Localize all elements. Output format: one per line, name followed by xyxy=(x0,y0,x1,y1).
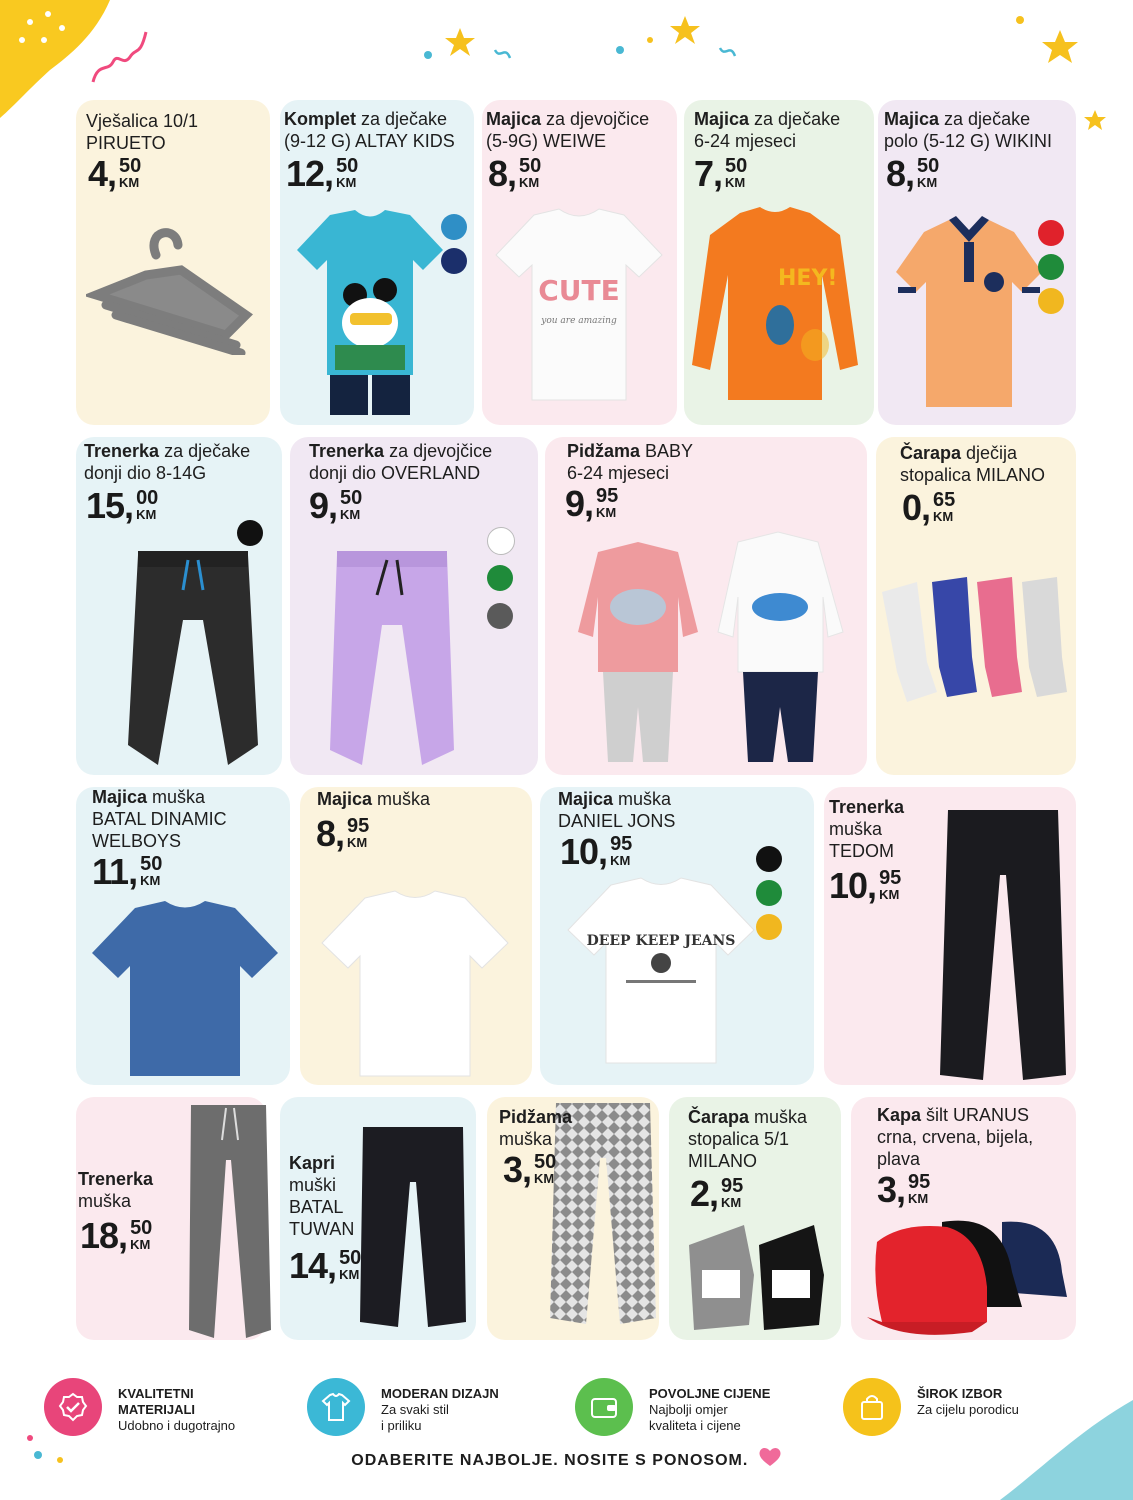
currency-label: KM xyxy=(908,1191,929,1206)
product-name-bold: Pidžama xyxy=(499,1107,573,1127)
product-name-rest: Vješalica 10/1 xyxy=(86,111,199,131)
price-tag: 15 , 00 KM xyxy=(86,485,159,526)
feature-item xyxy=(843,1378,1019,1436)
currency-label: KM xyxy=(596,505,617,520)
feature-description: Za svaki stil xyxy=(381,1402,449,1417)
price-tag: 3 , 50 KM xyxy=(503,1149,557,1190)
price-cents: 50 xyxy=(917,155,940,177)
product-title-line: donji dio 8-14G xyxy=(84,463,207,483)
shopping-bag-icon xyxy=(843,1378,901,1436)
product-name-bold: Majica xyxy=(558,789,614,809)
wallet-icon xyxy=(575,1378,633,1436)
price-tag: 7 , 50 KM xyxy=(694,153,748,194)
currency-label: KM xyxy=(119,175,140,190)
product-name-bold: Majica xyxy=(884,109,940,129)
svg-text:HEY!: HEY! xyxy=(778,266,838,291)
product-title-line: 6-24 mjeseci xyxy=(567,463,670,483)
color-swatch[interactable] xyxy=(756,914,782,940)
price-integer: 10 xyxy=(560,831,599,872)
price-integer: 9 xyxy=(565,483,585,524)
currency-label: KM xyxy=(519,175,540,190)
currency-label: KM xyxy=(336,175,357,190)
color-swatch[interactable] xyxy=(487,603,513,629)
price-cents: 50 xyxy=(130,1217,153,1239)
product-title xyxy=(829,796,904,862)
product-title-line: polo (5-12 G) WIKINI xyxy=(884,131,1053,151)
product-name-rest: muška xyxy=(613,789,672,809)
price-cents: 50 xyxy=(519,155,542,177)
feature-title: ŠIROK IZBOR xyxy=(917,1386,1003,1401)
product-title-line: BATAL xyxy=(289,1197,344,1217)
price-cents: 50 xyxy=(119,155,142,177)
price-tag: 14 , 50 KM xyxy=(289,1245,362,1286)
product-title-line: BATAL DINAMIC xyxy=(92,809,227,829)
price-tag: 10 , 95 KM xyxy=(829,865,902,906)
price-integer: 8 xyxy=(886,153,906,194)
color-swatch[interactable] xyxy=(441,214,467,240)
product-title xyxy=(317,788,430,810)
feature-title: MATERIJALI xyxy=(118,1402,196,1417)
product-name-bold: Trenerka xyxy=(309,441,385,461)
feature-item xyxy=(575,1378,770,1436)
price-integer: 8 xyxy=(316,813,336,854)
currency-label: KM xyxy=(610,853,631,868)
price-tag: 3 , 95 KM xyxy=(877,1169,931,1210)
product-title-line: plava xyxy=(877,1149,921,1169)
product-title-line: donji dio OVERLAND xyxy=(309,463,481,483)
price-integer: 18 xyxy=(80,1215,119,1256)
product-name-bold: Majica xyxy=(92,787,148,807)
price-cents: 95 xyxy=(347,815,370,837)
currency-label: KM xyxy=(130,1237,151,1252)
currency-label: KM xyxy=(933,509,954,524)
product-name-rest: za dječake xyxy=(749,109,841,129)
product-name-rest: muška xyxy=(147,787,206,807)
product-name-bold: Kapri xyxy=(289,1153,336,1173)
price-cents: 65 xyxy=(933,489,956,511)
color-swatch[interactable] xyxy=(487,527,515,555)
product-name-rest: dječija xyxy=(961,443,1018,463)
product-image xyxy=(118,545,268,780)
product-name-bold: Majica xyxy=(694,109,750,129)
svg-text:CUTE: CUTE xyxy=(538,274,620,307)
feature-item xyxy=(307,1378,499,1436)
product-title xyxy=(92,786,227,852)
product-image xyxy=(690,205,860,410)
price-cents: 95 xyxy=(908,1171,931,1193)
feature-title: KVALITETNI xyxy=(118,1386,194,1401)
price-cents: 50 xyxy=(725,155,748,177)
color-swatch[interactable] xyxy=(1038,288,1064,314)
currency-label: KM xyxy=(347,835,368,850)
product-image xyxy=(358,1122,468,1337)
slogan: ODABERITE NAJBOLJE. NOSITE S PONOSOM. xyxy=(0,1447,1133,1470)
product-title-line: muška xyxy=(499,1129,553,1149)
product-title xyxy=(558,788,675,832)
price-integer: 3 xyxy=(877,1169,897,1210)
product-name-bold: Trenerka xyxy=(78,1169,154,1189)
product-title xyxy=(78,1168,153,1212)
product-name-bold: Pidžama xyxy=(567,441,641,461)
product-title-line: (5-9G) WEIWE xyxy=(486,131,606,151)
product-name-bold: Trenerka xyxy=(829,797,905,817)
price-tag: 0 , 65 KM xyxy=(902,487,956,528)
price-tag: 4 , 50 KM xyxy=(88,153,142,194)
product-image xyxy=(494,205,664,410)
product-title xyxy=(84,440,250,484)
product-title xyxy=(499,1106,572,1150)
product-image xyxy=(862,1212,1072,1347)
product-title xyxy=(688,1106,807,1172)
product-name-rest: za dječake xyxy=(939,109,1031,129)
product-name-rest: za djevojčice xyxy=(541,109,650,129)
feature-title: MODERAN DIZAJN xyxy=(381,1386,499,1401)
product-title xyxy=(309,440,492,484)
svg-text:DEEP KEEP JEANS: DEEP KEEP JEANS xyxy=(586,933,736,949)
currency-label: KM xyxy=(140,873,161,888)
product-name-rest: za djevojčice xyxy=(384,441,493,461)
price-cents: 95 xyxy=(596,485,619,507)
color-swatch[interactable] xyxy=(237,520,263,546)
color-swatch[interactable] xyxy=(441,248,467,274)
price-integer: 3 xyxy=(503,1149,523,1190)
heart-icon xyxy=(758,1447,782,1467)
price-tag: 11 , 50 KM xyxy=(92,851,163,892)
product-title-line: TUWAN xyxy=(289,1219,355,1239)
product-title-line: PIRUETO xyxy=(86,133,166,153)
price-integer: 7 xyxy=(694,153,714,194)
price-tag: 18 , 50 KM xyxy=(80,1215,153,1256)
currency-label: KM xyxy=(917,175,938,190)
price-integer: 9 xyxy=(309,485,329,526)
currency-label: KM xyxy=(725,175,746,190)
price-cents: 95 xyxy=(610,833,633,855)
squiggle-pink xyxy=(88,22,158,92)
price-integer: 11 xyxy=(92,851,129,892)
price-cents: 00 xyxy=(136,487,159,509)
product-name-bold: Komplet xyxy=(284,109,356,129)
product-name-rest: muška xyxy=(372,789,431,809)
feature-description: kvaliteta i cijene xyxy=(649,1418,741,1433)
product-image xyxy=(566,875,756,1070)
price-tag: 10 , 95 KM xyxy=(560,831,633,872)
product-name-rest: za dječake xyxy=(356,109,448,129)
currency-label: KM xyxy=(339,1267,360,1282)
feature-description: Udobno i dugotrajno xyxy=(118,1418,236,1433)
color-swatch[interactable] xyxy=(1038,254,1064,280)
product-name-rest: šilt URANUS xyxy=(921,1105,1030,1125)
feature-description: Za cijelu porodicu xyxy=(917,1402,1019,1417)
price-integer: 2 xyxy=(690,1173,710,1214)
price-tag: 8 , 95 KM xyxy=(316,813,370,854)
price-integer: 4 xyxy=(88,153,108,194)
product-title-line: stopalica MILANO xyxy=(900,465,1046,485)
product-name-bold: Čarapa xyxy=(900,443,962,463)
price-integer: 14 xyxy=(289,1245,328,1286)
product-name-bold: Majica xyxy=(486,109,542,129)
product-image xyxy=(186,1100,276,1345)
price-tag: 8 , 50 KM xyxy=(886,153,940,194)
product-title xyxy=(86,110,198,154)
product-title xyxy=(486,108,649,152)
product-image xyxy=(877,572,1077,717)
product-image xyxy=(568,522,858,777)
currency-label: KM xyxy=(721,1195,742,1210)
price-tag: 2 , 95 KM xyxy=(690,1173,744,1214)
product-title-line: stopalica 5/1 xyxy=(688,1129,790,1149)
product-title-line: muška xyxy=(78,1191,132,1211)
currency-label: KM xyxy=(340,507,361,522)
price-tag: 12 , 50 KM xyxy=(286,153,359,194)
price-cents: 50 xyxy=(336,155,359,177)
price-tag: 9 , 95 KM xyxy=(565,483,619,524)
badge-check-icon xyxy=(44,1378,102,1436)
price-integer: 15 xyxy=(86,485,125,526)
product-image xyxy=(320,888,510,1083)
product-title xyxy=(284,108,455,152)
price-cents: 50 xyxy=(339,1247,362,1269)
product-name-rest: muška xyxy=(749,1107,808,1127)
price-cents: 95 xyxy=(721,1175,744,1197)
feature-title: POVOLJNE CIJENE xyxy=(649,1386,771,1401)
price-integer: 12 xyxy=(286,153,325,194)
product-name-bold: Kapa xyxy=(877,1105,922,1125)
price-integer: 0 xyxy=(902,487,922,528)
price-integer: 8 xyxy=(488,153,508,194)
product-title xyxy=(900,442,1045,486)
color-swatch[interactable] xyxy=(487,565,513,591)
currency-label: KM xyxy=(136,507,157,522)
product-image xyxy=(938,805,1068,1090)
price-cents: 95 xyxy=(879,867,902,889)
product-name-bold: Trenerka xyxy=(84,441,160,461)
price-tag: 9 , 50 KM xyxy=(309,485,363,526)
svg-text:you are amazing: you are amazing xyxy=(541,316,617,326)
price-tag: 8 , 50 KM xyxy=(488,153,542,194)
product-name-rest: za dječake xyxy=(159,441,251,461)
currency-label: KM xyxy=(879,887,900,902)
product-title xyxy=(694,108,840,152)
tshirt-icon xyxy=(307,1378,365,1436)
price-integer: 10 xyxy=(829,865,868,906)
feature-description: Najbolji omjer xyxy=(649,1402,728,1417)
price-cents: 50 xyxy=(140,853,163,875)
price-cents: 50 xyxy=(534,1151,557,1173)
product-name-rest: BABY xyxy=(640,441,694,461)
product-title-line: (9-12 G) ALTAY KIDS xyxy=(284,131,455,151)
product-image xyxy=(894,212,1044,417)
feature-item xyxy=(44,1378,235,1436)
product-image xyxy=(86,215,256,360)
product-name-bold: Čarapa xyxy=(688,1107,750,1127)
product-title xyxy=(884,108,1052,152)
currency-label: KM xyxy=(534,1171,555,1186)
product-title-line: crna, crvena, bijela, xyxy=(877,1127,1034,1147)
product-image xyxy=(90,898,280,1083)
product-title xyxy=(567,440,693,484)
color-swatch[interactable] xyxy=(1038,220,1064,246)
product-image xyxy=(684,1215,834,1340)
product-title xyxy=(877,1104,1033,1170)
product-title xyxy=(289,1152,354,1240)
product-title-line: WELBOYS xyxy=(92,831,182,851)
product-title-line: muški xyxy=(289,1175,337,1195)
product-title-line: muška xyxy=(829,819,883,839)
product-title-line: 6-24 mjeseci xyxy=(694,131,797,151)
product-title-line: DANIEL JONS xyxy=(558,811,676,831)
product-title-line: TEDOM xyxy=(829,841,894,861)
product-image xyxy=(295,205,445,420)
color-swatch[interactable] xyxy=(756,880,782,906)
color-swatch[interactable] xyxy=(756,846,782,872)
product-title-line: MILANO xyxy=(688,1151,758,1171)
price-cents: 50 xyxy=(340,487,363,509)
product-image xyxy=(322,545,462,780)
feature-description: i priliku xyxy=(381,1418,422,1433)
product-name-bold: Majica xyxy=(317,789,373,809)
